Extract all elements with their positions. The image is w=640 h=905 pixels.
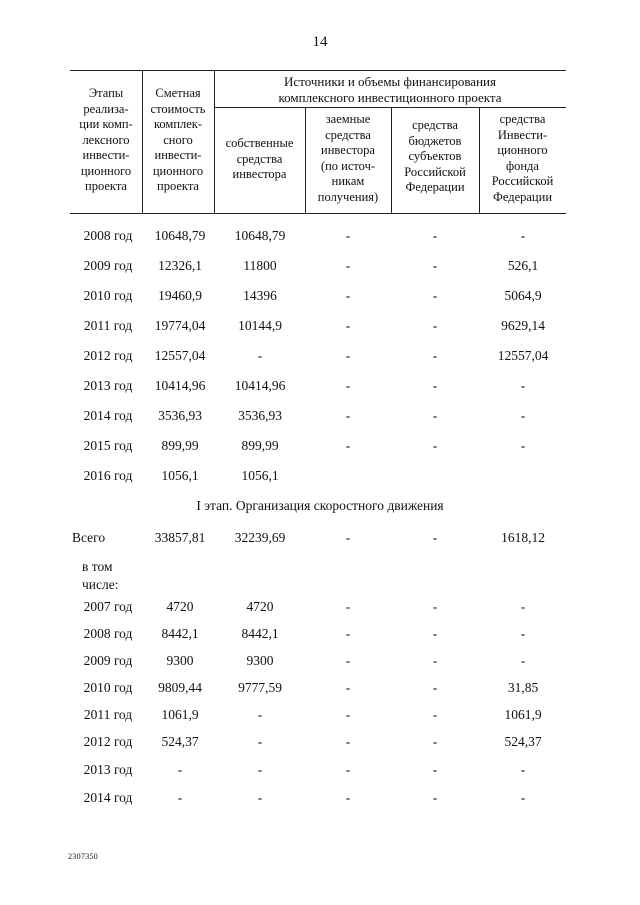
table-row: 2009 год 12326,1 11800 - - 526,1	[83, 258, 539, 273]
table-row: 2008 год 10648,79 10648,79 - - -	[83, 228, 526, 243]
header-investment-fund: средства Инвести- ционного фонда Российской Федерации	[491, 112, 554, 204]
table-row: 2012 год 12557,04 - - - 12557,04	[83, 348, 549, 363]
table-row: 2007 год 4720 4720 - - -	[83, 599, 526, 614]
table-row: 2010 год 9809,44 9777,59 - - 31,85	[83, 680, 539, 695]
table-row: 2011 год 19774,04 10144,9 - - 9629,14	[83, 318, 545, 333]
section-title: I этап. Организация скоростного движения	[196, 498, 444, 513]
header-regional-budgets: средства бюджетов субъектов Российской Федерации	[404, 118, 466, 194]
table-row: 2009 год 9300 9300 - - -	[83, 653, 526, 668]
table-row: 2010 год 19460,9 14396 - - 5064,9	[83, 288, 542, 303]
header-top-border	[70, 70, 566, 71]
table-row: 2014 год 3536,93 3536,93 - - -	[83, 408, 526, 423]
page-number: 14	[312, 34, 328, 50]
table-row: 2011 год 1061,9 - - - 1061,9	[83, 707, 542, 722]
header-own-funds: собственные средства инвестора	[225, 136, 294, 181]
total-row: Всего 33857,81 32239,69 - - 1618,12	[72, 530, 545, 545]
table-row: 2012 год 524,37 - - - 524,37	[83, 734, 542, 749]
table-row: 2014 год - - - - -	[83, 790, 526, 805]
document-code: 2307350	[68, 852, 99, 861]
header-borrowed-funds: заемные средства инвестора (по источ- никам получения)	[317, 112, 379, 204]
table-row: 2013 год - - - - -	[83, 762, 526, 777]
table-row: 2013 год 10414,96 10414,96 - - -	[83, 378, 526, 393]
table-row: 2008 год 8442,1 8442,1 - - -	[83, 626, 526, 641]
header-stages: Этапы реализа- ции комп- лексного инвести- ционного проекта	[79, 86, 133, 193]
table-row: 2016 год 1056,1 1056,1	[83, 468, 279, 483]
header-bottom-border	[70, 213, 566, 214]
header-sources-title: Источники и объемы финансирования комплексного инвестиционного проекта	[278, 74, 502, 105]
in-that-number-label: в том числе:	[82, 559, 119, 592]
table-row: 2015 год 899,99 899,99 - - -	[83, 438, 526, 453]
sources-divider	[214, 107, 566, 108]
header-cost: Сметная стоимость комплек- сного инвести- ционного проекта	[150, 86, 206, 193]
